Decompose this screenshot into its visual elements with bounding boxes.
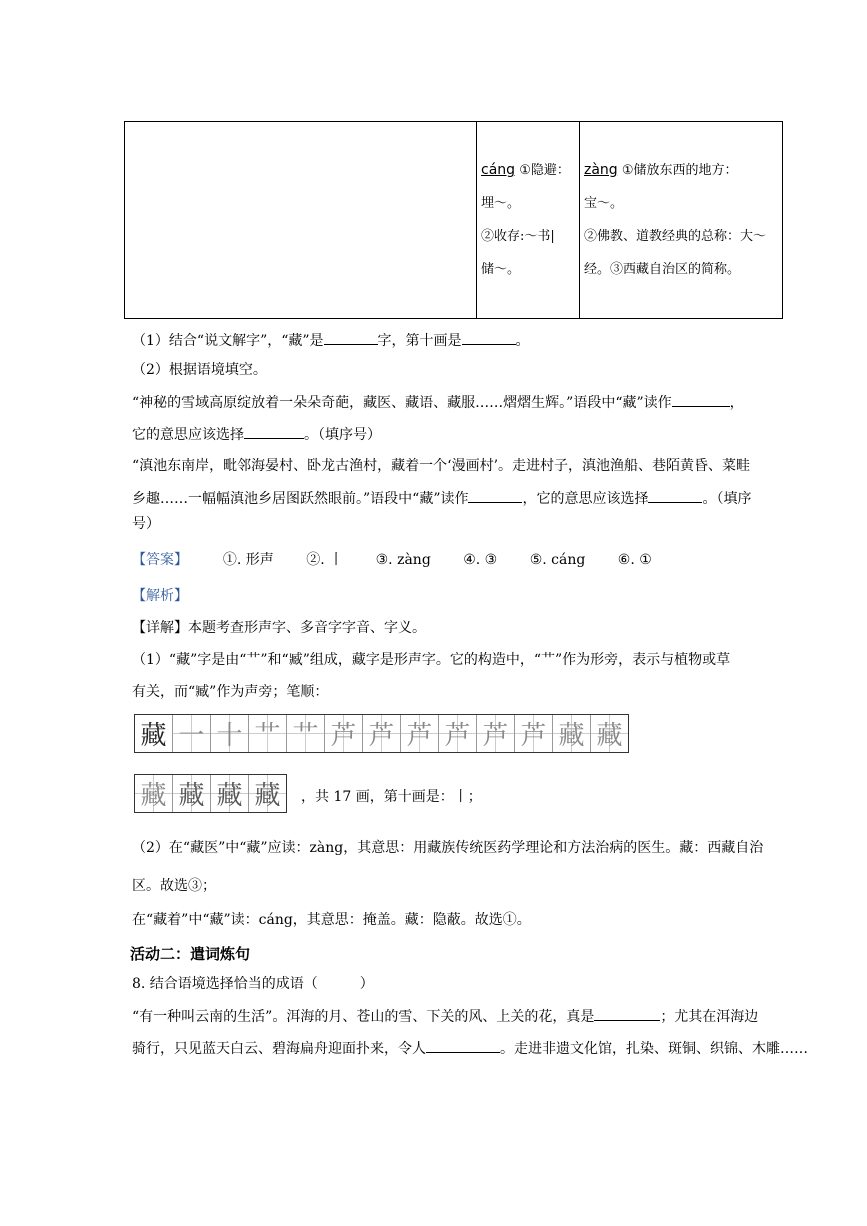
- stroke-cell: 藏: [173, 775, 211, 812]
- question-8-passage-line-1: “有一种叫云南的生活”。洱海的月、苍山的雪、下关的风、上关的花，真是 ；尤其在洱海边: [132, 1006, 758, 1027]
- stroke-cell: 芦: [325, 715, 363, 752]
- explanation-1-line-2: 有关，而“臧”作为声旁；笔顺：: [132, 684, 329, 700]
- dictionary-table: [124, 121, 783, 319]
- question-8-passage-line-2: 骑行，只见蓝天白云、碧海扁舟迎面扑来，令人 。走进非遗文化馆，扎染、斑铜、织锦、木雕……: [132, 1038, 808, 1059]
- zang-def-2: 宝～。: [584, 196, 624, 211]
- answer-item: ④. ③: [463, 552, 498, 568]
- passage-2-line-1: “滇池东南岸，毗邻海晏村、卧龙古渔村，藏着一个‘漫画村’。走进村子，滇池渔船、巷陌黄昏、菜畦: [132, 458, 751, 474]
- passage-2-line-3: 号）: [132, 516, 160, 532]
- cang-def-1: ①隐避：: [519, 163, 570, 178]
- stroke-cell: 芦: [363, 715, 401, 752]
- cang-def-4: 储～。: [481, 262, 521, 277]
- stroke-cell: 芦: [515, 715, 553, 752]
- answer-item: ⑤. cáng: [529, 552, 586, 568]
- zang-def-1: ①储放东西的地方：: [621, 163, 738, 178]
- zang-def-3: ②佛教、道教经典的总称：大～: [584, 229, 767, 244]
- stroke-cell: 藏: [553, 715, 591, 752]
- detail-line: 【详解】本题考查形声字、多音字字音、字义。: [132, 620, 426, 636]
- answer-line: [132, 550, 652, 570]
- stroke-cell: 十: [211, 715, 249, 752]
- passage-1-line-1: “神秘的雪域高原绽放着一朵朵奇葩，藏医、藏语、藏服……熠熠生辉。”语段中“藏”读作 ，: [132, 392, 744, 413]
- stroke-cell: 藏: [249, 775, 286, 812]
- answer-item: ①. 形声: [222, 552, 274, 568]
- answer-item: ③. zàng: [375, 552, 431, 568]
- zang-def-4: 经。③西藏自治区的简称。: [584, 262, 741, 277]
- passage-2-line-2: 乡趣……一幅幅滇池乡居图跃然眼前。”语段中“藏”读作 ，它的意思应该选择 。（填序: [132, 488, 751, 509]
- stroke-cell: 芦: [401, 715, 439, 752]
- cang-def-2: 埋～。: [481, 196, 521, 211]
- stroke-order-row-1: [134, 714, 629, 753]
- cang-pinyin: cáng: [481, 162, 516, 178]
- explanation-3: 在“藏着”中“藏”读：cáng，其意思：掩盖。藏：隐蔽。故选①。: [132, 912, 531, 928]
- stroke-cell: 芦: [439, 715, 477, 752]
- question-8: 8. 结合语境选择恰当的成语（ ）: [132, 976, 374, 992]
- explanation-2-line-2: 区。故选③；: [132, 878, 216, 894]
- cang-def-3: ②收存:～书|: [481, 229, 555, 244]
- passage-1-line-2: 它的意思应该选择 。（填序号）: [132, 424, 381, 445]
- explanation-1-line-1: （1）“藏”字是由“艹”和“臧”组成，藏字是形声字。它的构造中，“艹”作为形旁，表示与植物或草: [132, 652, 731, 668]
- answer-label: 【答案】: [132, 552, 188, 568]
- explanation-2-line-1: （2）在“藏医”中“藏”应读：zàng，其意思：用藏族传统医药学理论和方法治病的医生。藏：西藏自治: [132, 840, 764, 856]
- stroke-cell: 艹: [287, 715, 325, 752]
- stroke-cell: 一: [173, 715, 211, 752]
- zang-pinyin: zàng: [584, 162, 618, 178]
- stroke-count: ，共 17 画，第十画是：丨；: [301, 789, 482, 805]
- question-1: （1）结合“说文解字”，“藏”是 字，第十画是 。: [132, 330, 530, 351]
- stroke-order-row-2: [134, 774, 287, 813]
- stroke-cell: 藏: [135, 715, 173, 752]
- activity-heading: 活动二：遣词炼句: [130, 945, 251, 963]
- analysis-label: 【解析】: [132, 588, 188, 604]
- empty-cell: [125, 122, 477, 319]
- stroke-cell: 艹: [249, 715, 287, 752]
- stroke-cell: 藏: [591, 715, 628, 752]
- answer-item: ②. 丨: [306, 552, 344, 568]
- stroke-cell: 藏: [211, 775, 249, 812]
- stroke-cell: 芦: [477, 715, 515, 752]
- question-2: （2）根据语境填空。: [132, 362, 267, 378]
- answer-item: ⑥. ①: [617, 552, 652, 568]
- stroke-cell: 藏: [135, 775, 173, 812]
- cang-cell: [477, 122, 580, 319]
- zang-cell: [580, 122, 783, 319]
